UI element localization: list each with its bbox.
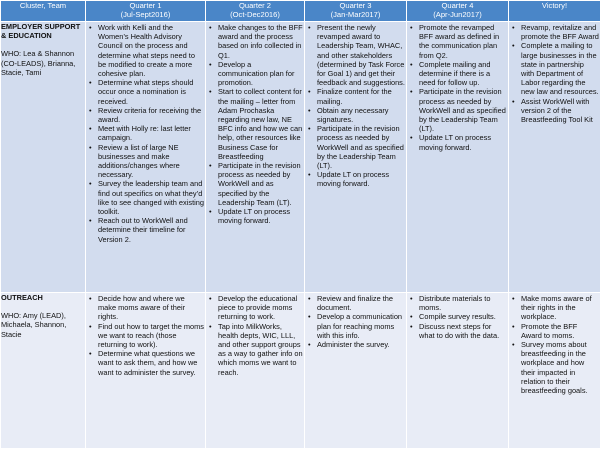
list-item: • Update LT on process moving forward. — [317, 170, 405, 188]
list-item: • Revamp, revitalize and promote the BFF Award — [521, 23, 599, 41]
list-item: • Determine what steps should occur once a nomination is received. — [98, 78, 204, 106]
bullet-list — [509, 22, 600, 124]
list-item: • Develop a communication plan for reaching moms with this info. — [317, 312, 405, 340]
list-item: • Complete mailing and determine if there is a need for follow up. — [419, 60, 507, 88]
list-item: • Complete a mailing to large businesses in the state in partnership with Department of Labor regarding the new law and resources. — [521, 41, 599, 96]
list-item: • Tap into MilkWorks, health depts, WIC, LLL, and other support groups as a way to gather info on which moms we want to reach. — [218, 322, 303, 377]
list-item: • Start to collect content for the mailing – letter from Adam Prochaska regarding new law, NE BFC info and how we can help, other resources like Business Case for Breastfeeding — [218, 87, 303, 161]
team-name: EMPLOYER SUPPORT & EDUCATION — [1, 22, 81, 41]
list-item: • Administer the survey. — [317, 340, 405, 349]
team-cell — [1, 293, 86, 449]
list-item: • Obtain any necessary signatures. — [317, 106, 405, 124]
list-item: • Update LT on process moving forward. — [419, 133, 507, 151]
list-item: • Survey moms about breastfeeding in the workplace and how their impacted in relation to their breastfeeding goals. — [521, 340, 599, 395]
list-item: • Make moms aware of their rights in the workplace. — [521, 294, 599, 322]
bullet-list — [86, 22, 205, 244]
bullet-list — [206, 22, 304, 225]
column-header-victory: Victory! — [509, 1, 600, 22]
list-item: • Develop a communication plan for promotion. — [218, 60, 303, 88]
list-item: • Review a list of large NE businesses and make additions/changes where necessary. — [98, 143, 204, 180]
team-name: OUTREACH — [1, 293, 43, 302]
team-members: WHO: Lea & Shannon (CO-LEADS), Brianna, Stacie, Tami — [1, 49, 76, 77]
list-item: • Distribute materials to moms. — [419, 294, 507, 312]
column-header-q2: Quarter 2 (Oct-Dec2016) — [206, 1, 305, 22]
q4-cell — [407, 22, 509, 293]
bullet-list — [305, 293, 406, 349]
list-item: • Determine what questions we want to ask them, and how we want to administer the survey. — [98, 349, 204, 377]
list-item: • Make changes to the BFF award and the process based on info collected in Q1. — [218, 23, 303, 60]
bullet-list — [407, 22, 508, 152]
list-item: • Update LT on process moving forward. — [218, 207, 303, 225]
list-item: • Promote the revamped BFF award as defined in the communication plan from Q2. — [419, 23, 507, 60]
q1-cell — [86, 22, 206, 293]
table-row-employer-support — [1, 22, 600, 293]
bullet-list — [305, 22, 406, 189]
team-members: WHO: Amy (LEAD), Michaela, Shannon, Stacie — [1, 311, 67, 339]
list-item: • Reach out to WorkWell and determine their timeline for Version 2. — [98, 216, 204, 244]
list-item: • Discuss next steps for what to do with the data. — [419, 322, 507, 340]
list-item: • Participate in the revision process as needed by WorkWell and as specified by the Leadership Team (LT). — [419, 87, 507, 133]
column-header-cluster: Cluster, Team — [1, 1, 86, 22]
list-item: • Finalize content for the mailing. — [317, 87, 405, 105]
q1-cell — [86, 293, 206, 449]
list-item: • Review criteria for receiving the award. — [98, 106, 204, 124]
q3-cell — [305, 22, 407, 293]
q2-cell — [206, 293, 305, 449]
list-item: • Find out how to target the moms we want to reach (those returning to work). — [98, 322, 204, 350]
list-item: • Work with Kelli and the Women’s Health Advisory Council on the process and determine what steps need to be modified to create a more cohesive plan. — [98, 23, 204, 78]
table-row-outreach — [1, 293, 600, 449]
victory-cell — [509, 22, 600, 293]
q3-cell — [305, 293, 407, 449]
list-item: • Decide how and where we make moms aware of their rights. — [98, 294, 204, 322]
bullet-list — [86, 293, 205, 377]
team-cell — [1, 22, 86, 293]
list-item: • Participate in the revision process as needed by WorkWell and as specified by the Leadership Team (LT). — [218, 161, 303, 207]
bullet-list — [206, 293, 304, 377]
column-header-q3: Quarter 3 (Jan-Mar2017) — [305, 1, 407, 22]
bullet-list — [509, 293, 600, 395]
bullet-list — [407, 293, 508, 340]
q2-cell — [206, 22, 305, 293]
list-item: • Survey the leadership team and find out specifics on what they’d like to see changed with existing toolkit. — [98, 179, 204, 216]
list-item: • Assist WorkWell with version 2 of the Breastfeeding Tool Kit — [521, 97, 599, 125]
list-item: • Participate in the revision process as needed by WorkWell and as specified by the Leadership Team (LT). — [317, 124, 405, 170]
q4-cell — [407, 293, 509, 449]
list-item: • Present the newly revamped award to Leadership Team, WHAC, and other stakeholders (determined by Task Force for Goal 1) and get their feedback and suggestions. — [317, 23, 405, 87]
list-item: • Meet with Holly re: last letter campaign. — [98, 124, 204, 142]
list-item: • Compile survey results. — [419, 312, 507, 321]
column-header-q1: Quarter 1 (Jul-Sept2016) — [86, 1, 206, 22]
column-header-q4: Quarter 4 (Apr-Jun2017) — [407, 1, 509, 22]
list-item: • Review and finalize the document. — [317, 294, 405, 312]
list-item: • Promote the BFF Award to moms. — [521, 322, 599, 340]
victory-cell — [509, 293, 600, 449]
list-item: • Develop the educational piece to provide moms returning to work. — [218, 294, 303, 322]
header-row — [1, 1, 600, 22]
